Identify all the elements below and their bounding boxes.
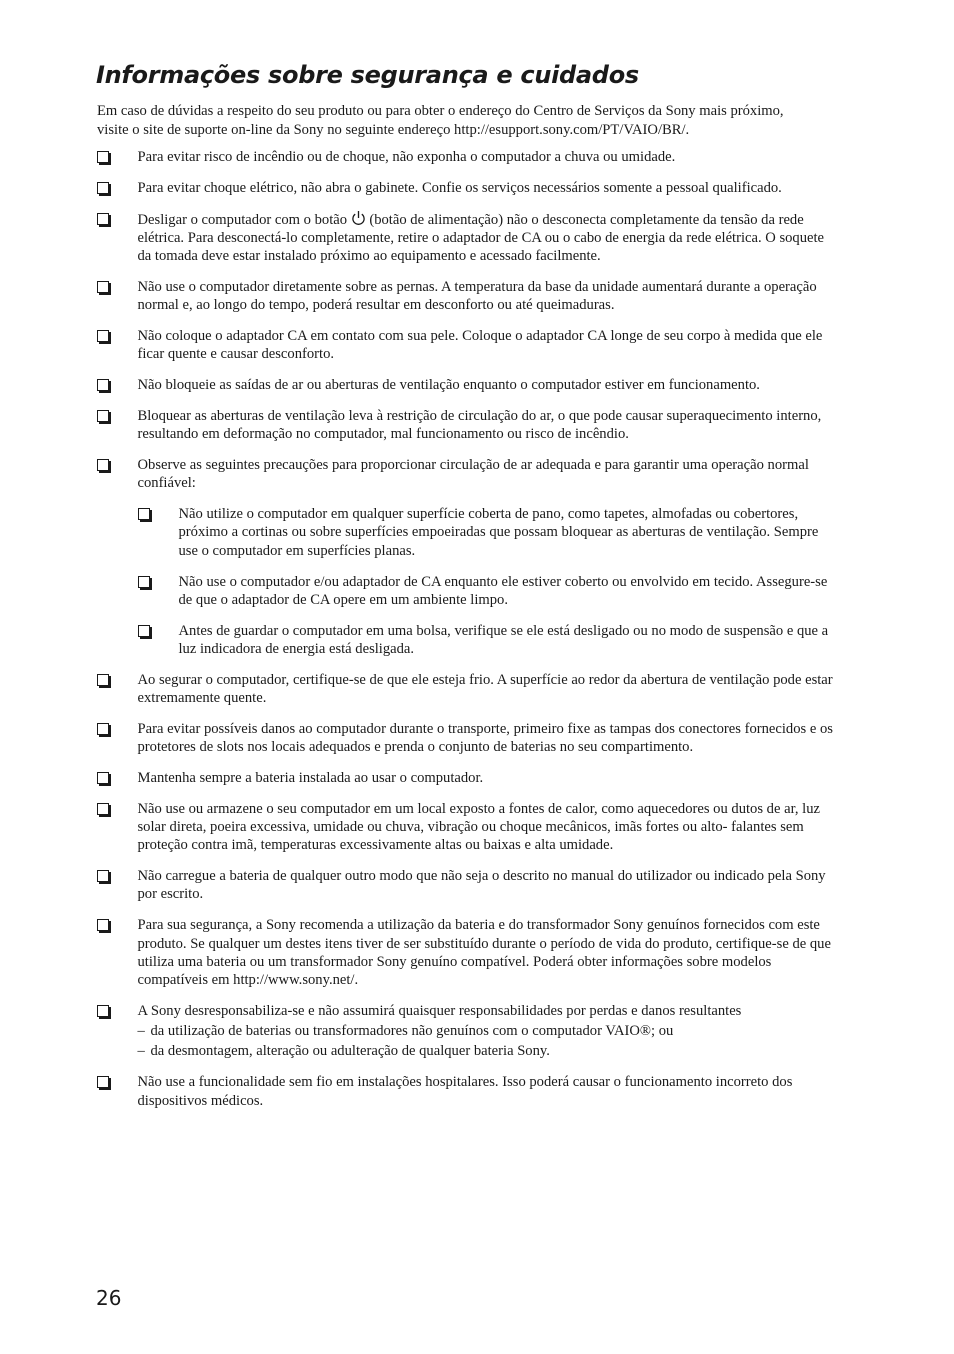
checkbox-bullet-icon: [97, 723, 109, 735]
checkbox-bullet-icon: [97, 182, 109, 194]
list-item: [97, 671, 837, 708]
list-item: [97, 769, 837, 787]
list-item-text: Observe as seguintes precauções para proporcionar circulação de ar adequada e para garantir uma operação normal confiável:: [137, 457, 809, 492]
checkbox-bullet-icon: [138, 625, 150, 637]
list-item: [97, 1002, 837, 1061]
checkbox-bullet-icon: [138, 576, 150, 588]
list-item: [97, 179, 837, 197]
sub-list-item: [97, 622, 837, 659]
list-item: [97, 456, 837, 493]
list-item-text: Não carregue a bateria de qualquer outro modo que não seja o descrito no manual do utilizador ou indicado pela Sony por escrito.: [137, 868, 826, 903]
checkbox-bullet-icon: [97, 772, 109, 784]
list-item: [97, 867, 837, 904]
list-item: [97, 407, 837, 444]
checkbox-bullet-icon: [97, 459, 109, 471]
list-item: [97, 210, 837, 266]
list-item-text-after: (botão de alimentação) não o desconecta completamente da tensão da rede elétrica. Para desconectá-lo completamente, retire o adaptador de CA ou o cabo de energia da rede elétrica. O soquete da tomada deve estar instalado próximo ao equipamento e acessado facilmente.: [137, 211, 825, 265]
checkbox-bullet-icon: [97, 213, 109, 225]
intro-paragraph: Em caso de dúvidas a respeito do seu produto ou para obter o endereço do Centro de Serviços da Sony mais próximo, visite o site de suporte on-line da Sony no seguinte endereço http://esupport.sony.com/PT/VAIO/BR/.: [97, 103, 784, 138]
checkbox-bullet-icon: [97, 674, 109, 686]
list-item-text: Para sua segurança, a Sony recomenda a utilização da bateria e do transformador Sony genuínos fornecidos com este produto. Se qualquer um destes itens tiver de ser substituído durante o período de vida do produto, certifique-se de que utiliza uma bateria ou um transformador Sony genuíno compatível. Poderá obter informações sobre modelos compatíveis em http://www.sony.net/.: [137, 917, 831, 989]
list-item-text: Não coloque o adaptador CA em contato com sua pele. Coloque o adaptador CA longe de seu corpo à medida que ele ficar quente e causar desconforto.: [137, 328, 823, 363]
list-item-text: Não use o computador diretamente sobre as pernas. A temperatura da base da unidade aumentará durante a operação normal e, ao longo do tempo, poderá resultar em desconforto ou até queimaduras.: [137, 278, 817, 314]
list-item-text: Não utilize o computador em qualquer superfície coberta de pano, como tapetes, almofadas ou cobertores, próximo a cortinas ou sobre superfícies empoeiradas que possam bloquear as aberturas de ventilação. Sempre use o computador em superfícies planas.: [178, 506, 819, 559]
checkbox-bullet-icon: [97, 281, 109, 293]
page-number: 26: [96, 1286, 122, 1310]
checkbox-bullet-icon: [97, 410, 109, 422]
list-item-text: [138, 210, 838, 266]
list-item-text: Não use a funcionalidade sem fio em instalações hospitalares. Isso poderá causar o funcionamento incorreto dos dispositivos médicos.: [137, 1074, 793, 1109]
checkbox-bullet-icon: [97, 1005, 109, 1017]
dash-item: – da utilização de baterias ou transformadores não genuínos com o computador VAIO®; ou: [138, 1022, 838, 1040]
checkbox-bullet-icon: [97, 151, 109, 163]
list-item: [97, 148, 837, 166]
list-item-text: Não use ou armazene o seu computador em um local exposto a fontes de calor, como aquecedores ou dutos de ar, luz solar direta, poeira excessiva, umidade ou chuva, vibração ou choque mecânicos, imãs fortes ou alto- falantes sem proteção contra imã, temperaturas excessivamente altas ou baixas e alta umidade.: [137, 800, 820, 854]
list-item: [97, 800, 837, 855]
checkbox-bullet-icon: [97, 803, 109, 815]
safety-list: [97, 148, 837, 1110]
list-item-text: Para evitar possíveis danos ao computador durante o transporte, primeiro fixe as tampas dos conectores fornecidos e os protetores de slots nos locais adequados e prenda o conjunto de baterias no seu compartimento.: [137, 720, 833, 756]
list-item: [97, 1073, 837, 1110]
checkbox-bullet-icon: [97, 379, 109, 391]
checkbox-bullet-icon: [97, 870, 109, 882]
list-item-text: Ao segurar o computador, certifique-se de que ele esteja frio. A superfície ao redor da abertura de ventilação pode estar extremamente quente.: [137, 671, 833, 707]
checkbox-bullet-icon: [97, 1076, 109, 1088]
list-item-text: Para evitar risco de incêndio ou de choque, não exponha o computador a chuva ou umidade.: [137, 149, 676, 165]
list-item: [97, 376, 837, 394]
power-icon: [351, 210, 366, 226]
list-item-text: Antes de guardar o computador em uma bolsa, verifique se ele está desligado ou no modo de suspensão e que a luz indicadora de energia está desligada.: [178, 622, 829, 657]
list-item-text: Bloquear as aberturas de ventilação leva à restrição de circulação do ar, o que pode causar superaquecimento interno, resultando em deformação no computador, mal funcionamento ou risco de incêndio.: [137, 407, 822, 443]
list-item: [97, 278, 837, 315]
list-item-text: Para evitar choque elétrico, não abra o gabinete. Confie os serviços necessários somente a pessoal qualificado.: [137, 179, 782, 196]
checkbox-bullet-icon: [97, 919, 109, 931]
list-item: [97, 720, 837, 757]
checkbox-bullet-icon: [97, 330, 109, 342]
list-item: [97, 916, 837, 989]
checkbox-bullet-icon: [138, 508, 150, 520]
dash-item: – da desmontagem, alteração ou adulteração de qualquer bateria Sony.: [138, 1042, 838, 1060]
list-item-text: Não use o computador e/ou adaptador de CA enquanto ele estiver coberto ou envolvido em tecido. Assegure-se de que o adaptador de CA opere em um ambiente limpo.: [178, 573, 828, 608]
list-item: [97, 327, 837, 364]
sub-list-item: [97, 573, 837, 610]
list-item-text-before: Desligar o computador com o botão: [137, 211, 348, 228]
list-item-text: Não bloqueie as saídas de ar ou aberturas de ventilação enquanto o computador estiver em funcionamento.: [137, 377, 760, 394]
page-title: Informações sobre segurança e cuidados: [96, 61, 639, 89]
list-item-text: A Sony desresponsabiliza-se e não assumirá quaisquer responsabilidades por perdas e danos resultantes: [137, 1002, 742, 1019]
list-item-text: Mantenha sempre a bateria instalada ao usar o computador.: [137, 769, 484, 786]
sub-list-item: [97, 505, 837, 560]
